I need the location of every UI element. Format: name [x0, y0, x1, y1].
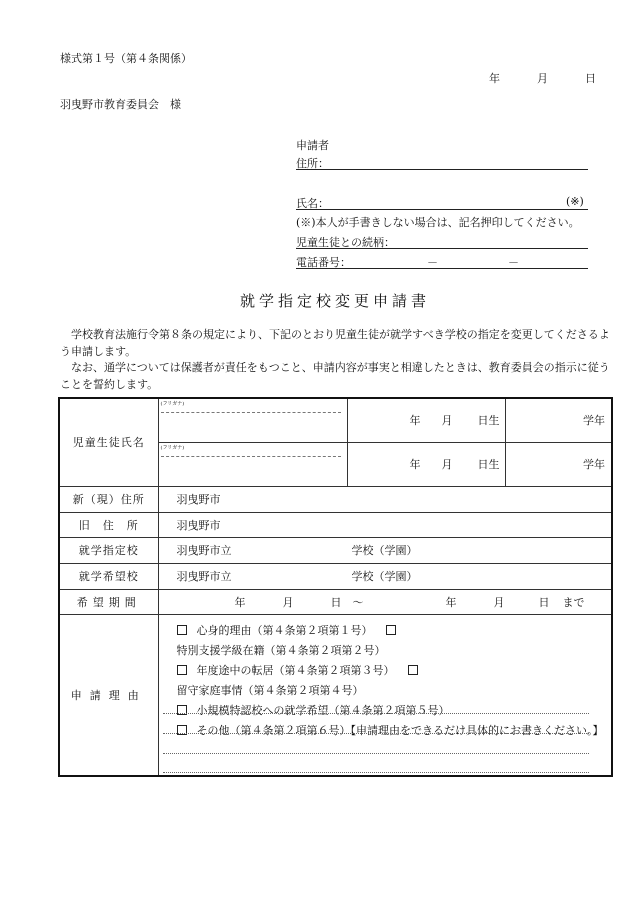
- body-paragraph-1: 学校教育法施行令第８条の規定により、下記のとおり児童生徒が就学すべき学校の指定を変更してくださるよう申請します。: [60, 328, 610, 358]
- reason-4-option[interactable]: 留守家庭事情（第４条第２項第４号）: [177, 664, 429, 697]
- name-field[interactable]: [296, 209, 588, 210]
- application-table: [58, 397, 613, 777]
- reason-label: 申請理由: [59, 614, 158, 776]
- reason-writing-line[interactable]: [163, 753, 590, 754]
- birth-day: 日生: [477, 458, 500, 471]
- reason-writing-line[interactable]: [163, 772, 590, 773]
- period-month-2: 月: [493, 595, 505, 609]
- desired-school-cell[interactable]: [158, 563, 612, 589]
- body-paragraph-2: なお、通学については保護者が責任をもつこと、申請内容が事実と相違したときは、教育委員会の指示に従うことを誓約します。: [60, 361, 610, 391]
- reason-cell[interactable]: [158, 614, 612, 776]
- birth-year: 年: [409, 458, 421, 471]
- reason-writing-line[interactable]: [163, 713, 590, 714]
- furigana-label: (フリガナ): [160, 401, 185, 407]
- grade-cell-2[interactable]: 学年: [505, 442, 612, 486]
- period-cell[interactable]: [158, 589, 612, 614]
- seal-mark: (※): [566, 195, 584, 208]
- checkbox-icon[interactable]: [177, 665, 187, 675]
- period-year-1: 年: [234, 595, 246, 609]
- period-label: 希望期間: [59, 589, 158, 614]
- date-day: 日: [585, 72, 596, 85]
- period-month-1: 月: [282, 595, 294, 609]
- student-name-cell-1[interactable]: [158, 398, 347, 442]
- addressee: 羽曳野市教育委員会 様: [60, 98, 181, 111]
- furigana-label: (フリガナ): [160, 444, 185, 451]
- birth-month: 月: [441, 414, 453, 428]
- seal-note: (※)本人が手書きしない場合は、記名押印してください。: [296, 216, 580, 229]
- address-label: 住所：: [296, 157, 329, 170]
- new-address-value[interactable]: 羽曳野市: [158, 486, 612, 512]
- phone-separator: －: [427, 256, 438, 269]
- period-day-1: 日: [330, 595, 342, 609]
- birth-day: 日生: [477, 414, 500, 428]
- reason-writing-line[interactable]: [163, 733, 590, 734]
- birthdate-cell-1[interactable]: [347, 398, 505, 442]
- reason-3-option[interactable]: 年度途中の転居（第４条第２項第３号）: [177, 664, 395, 677]
- period-day-2: 日: [538, 595, 550, 609]
- desired-suffix: 学校（学園）: [351, 570, 418, 583]
- grade-cell-1[interactable]: 学年: [505, 398, 612, 442]
- page-title: 就学指定校変更申請書: [240, 292, 431, 310]
- reason-1-option[interactable]: 心身的理由（第４条第２項第１号）: [177, 624, 373, 637]
- relation-label: 児童生徒との続柄：: [296, 236, 395, 249]
- birthdate-cell-2[interactable]: [347, 442, 505, 486]
- phone-field[interactable]: [296, 268, 588, 269]
- checkbox-icon[interactable]: [177, 625, 187, 635]
- birth-year: 年: [409, 414, 421, 428]
- designated-school-label: 就学指定校: [59, 537, 158, 563]
- reason-list: [177, 621, 612, 741]
- phone-label: 電話番号：: [296, 256, 351, 269]
- desired-school-label: 就学希望校: [59, 563, 158, 589]
- old-address-label: 旧 住 所: [59, 512, 158, 537]
- date-month: 月: [537, 72, 548, 85]
- reason-5-option[interactable]: 小規模特認校への就学希望（第４条第２項第５号）: [177, 704, 450, 717]
- desired-prefix: 羽曳野市立: [176, 570, 232, 583]
- period-year-2: 年: [445, 595, 457, 609]
- applicant-heading: 申請者: [296, 139, 329, 152]
- checkbox-icon[interactable]: [408, 665, 418, 675]
- reason-6-option[interactable]: その他（第４条第２項第６号）【申請理由をできるだけ具体的にお書きください。】: [177, 724, 604, 737]
- checkbox-icon[interactable]: [386, 625, 396, 635]
- designated-prefix: 羽曳野市立: [176, 544, 232, 557]
- name-label: 氏名：: [296, 197, 329, 210]
- phone-separator: －: [508, 256, 519, 269]
- student-name-label: 児童生徒氏名: [59, 398, 158, 486]
- date-year: 年: [489, 72, 500, 85]
- period-until: まで: [562, 595, 585, 609]
- new-address-label: 新（現）住所: [59, 486, 158, 512]
- form-number: 様式第１号（第４条関係）: [60, 52, 192, 65]
- old-address-value[interactable]: 羽曳野市: [158, 512, 612, 537]
- address-field[interactable]: [296, 169, 588, 170]
- reason-2-option[interactable]: 特別支援学級在籍（第４条第２項第２号）: [177, 624, 407, 657]
- designated-suffix: 学校（学園）: [351, 544, 418, 557]
- designated-school-cell[interactable]: [158, 537, 612, 563]
- birth-month: 月: [441, 458, 453, 471]
- relation-field[interactable]: [296, 248, 588, 249]
- period-tilde: ～: [352, 595, 364, 609]
- student-name-cell-2[interactable]: [158, 442, 347, 486]
